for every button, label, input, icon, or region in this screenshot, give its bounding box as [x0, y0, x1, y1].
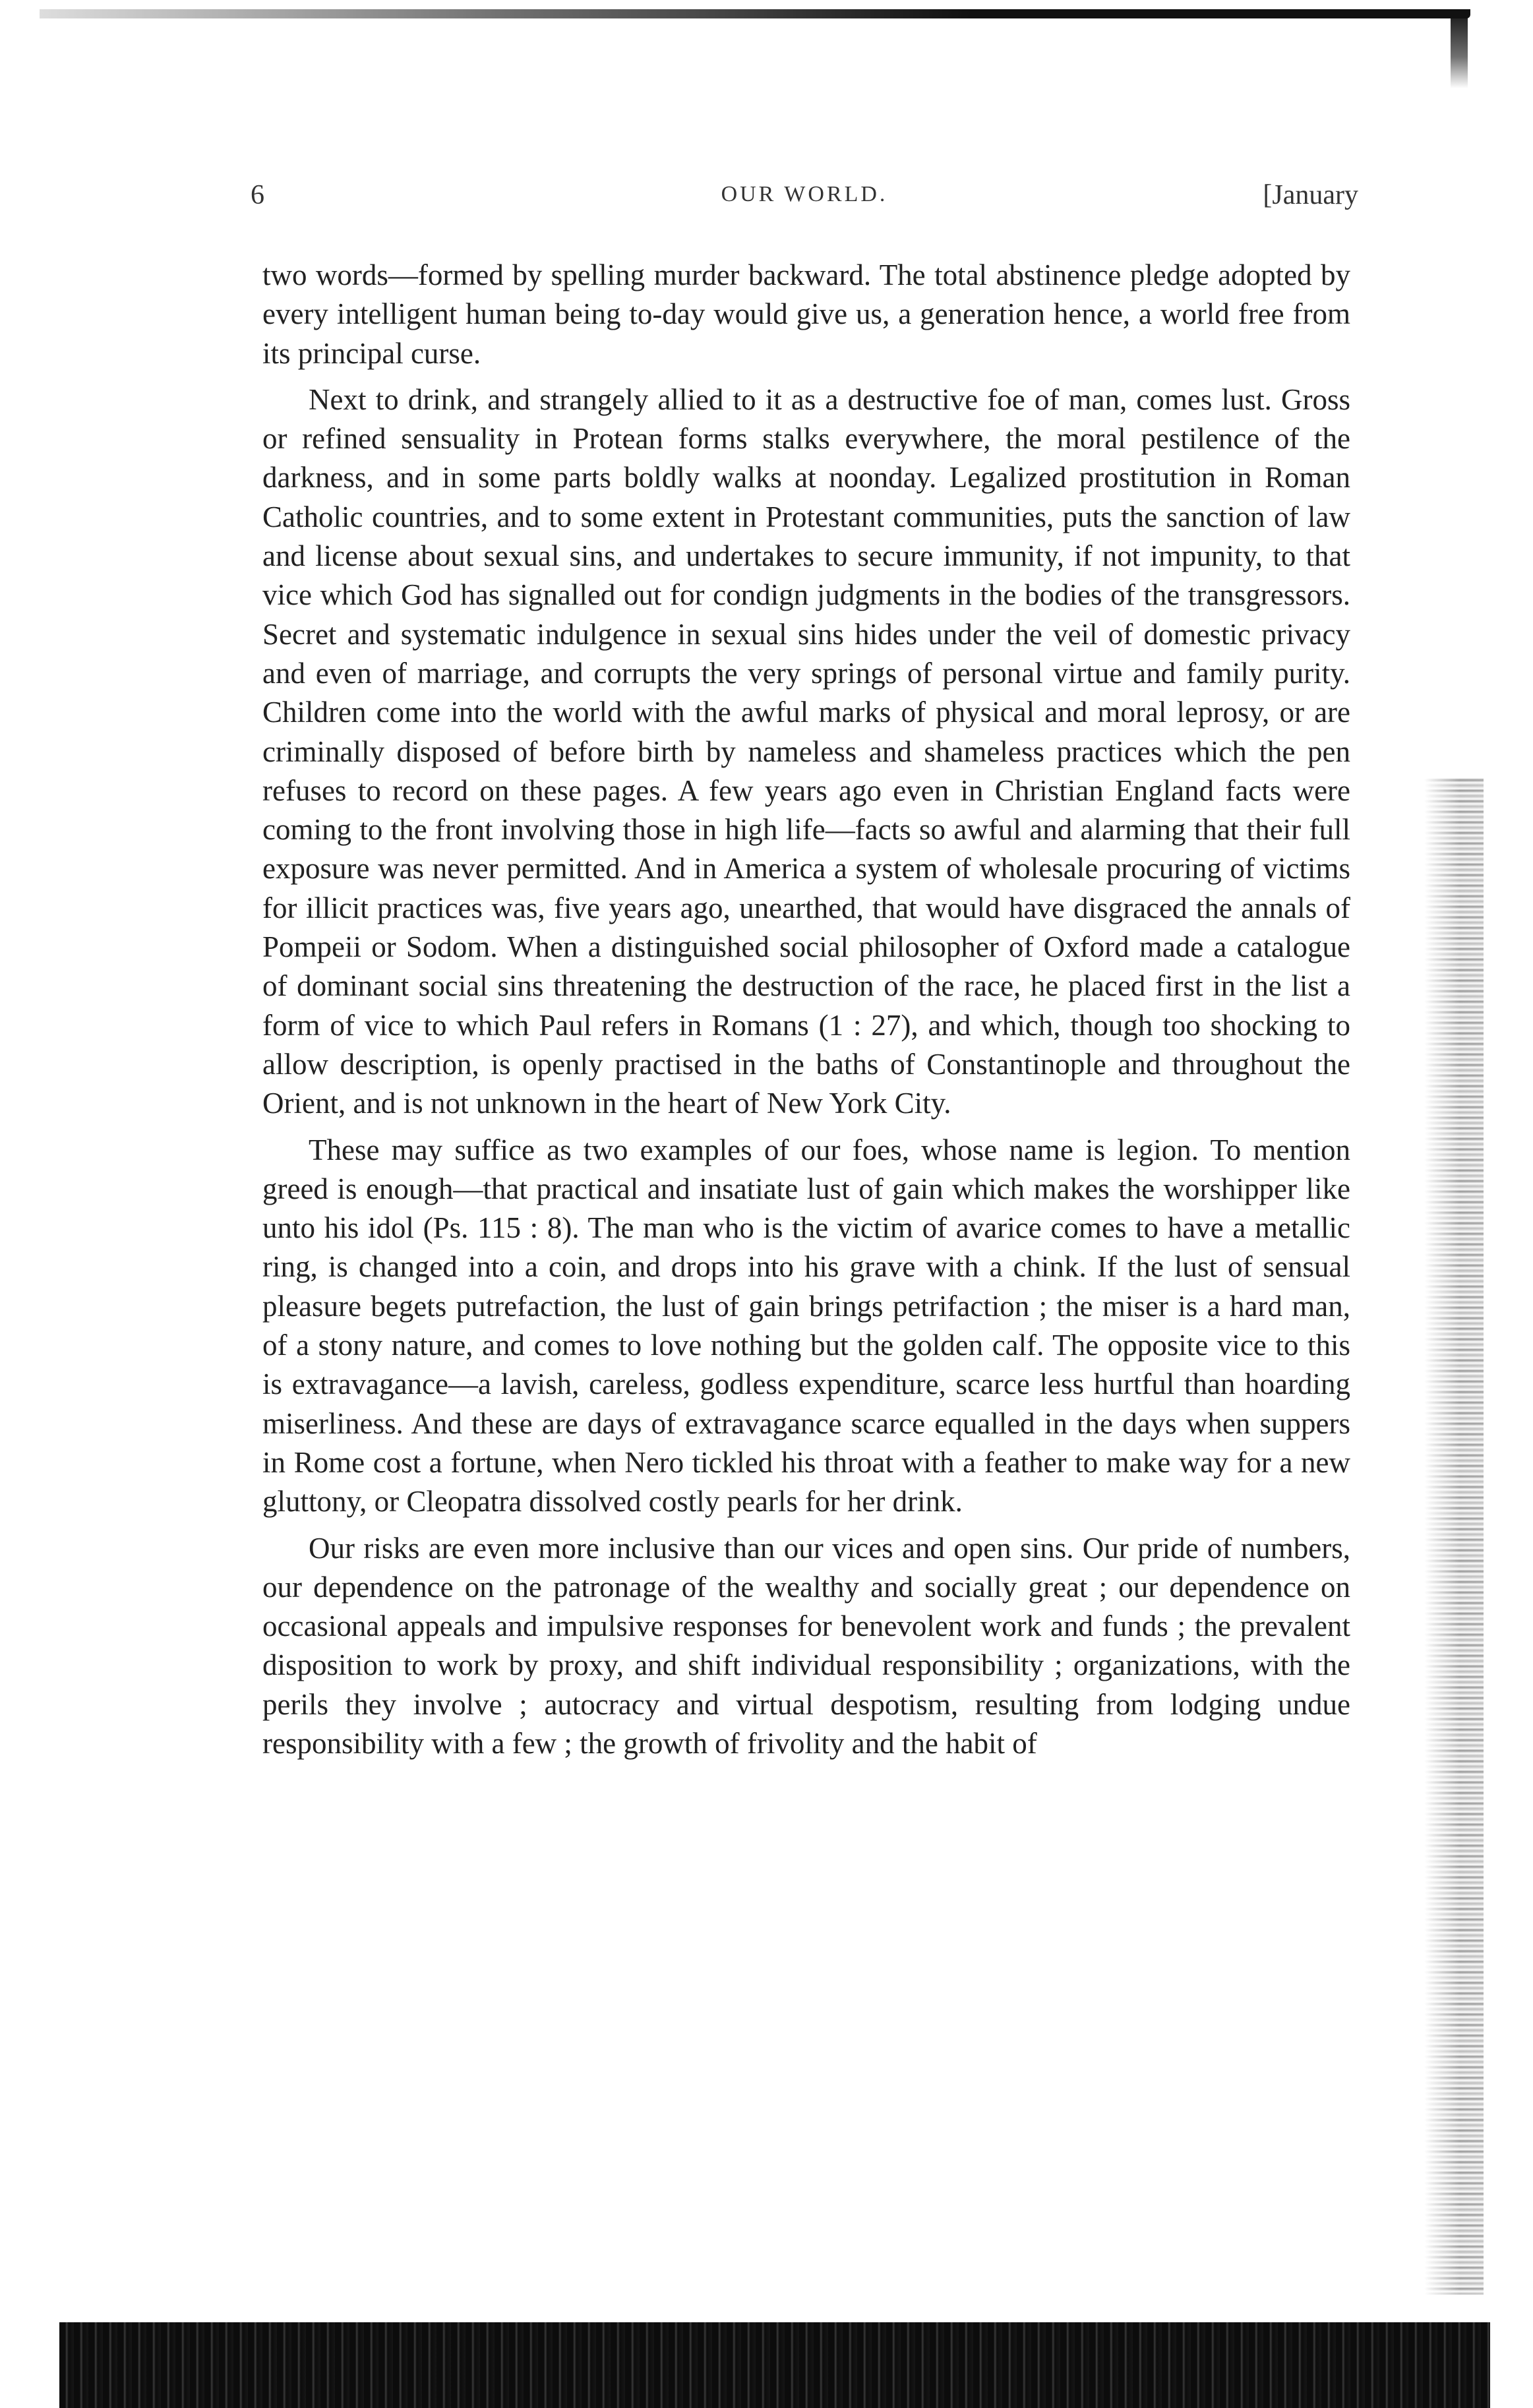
paragraph-greed: These may suffice as two examples of our foes, whose name is legion. To mention greed is enough—that practical and insatiate lust of gain which makes the worshipper like unto his idol (Ps. 115 : 8). The man who is the victim of avarice comes to have a metallic ring, is changed into a coin, and drops into his grave with a chink. If the lust of sensual pleasure begets putrefaction, the lust of gain brings petrifaction ; the miser is a hard man, of a stony nature, and comes to love nothing but the golden calf. The opposite vice to this is extravagance—a lavish, careless, godless expenditure, scarce less hurtful than hoarding miserliness. And these are days of extravagance scarce equalled in the days when suppers in Rome cost a fortune, when Nero tickled his throat with a feather to make way for a new gluttony, or Cleopatra dissolved costly pearls for her drink.: [262, 1133, 1350, 1519]
page-number: 6: [251, 180, 264, 210]
body-text: [262, 256, 1350, 1770]
scan-top-rule: [40, 9, 1470, 18]
scan-page-edge-shadow: [1424, 778, 1484, 2295]
paragraph-lust: Next to drink, and strangely allied to it as a destructive foe of man, comes lust. Gross or refined sensuality in Protean forms stalks everywhere, the moral pestilence of the darkness, and in some parts boldly walks at noonday. Legalized prostitution in Roman Catholic countries, and to some extent in Protestant communities, puts the sanction of law and license about sexual sins, and undertakes to secure immunity, if not impunity, to that vice which God has signalled out for condign judgments in the bodies of the transgressors. Secret and systematic indulgence in sexual sins hides under the veil of domestic privacy and even of marriage, and corrupts the very springs of personal virtue and family purity. Children come into the world with the awful marks of physical and moral leprosy, or are criminally disposed of before birth by nameless and shameless practices which the pen refuses to record on these pages. A few years ago even in Christian England facts were coming to the front involving those in high life—facts so awful and alarming that their full exposure was never permitted. And in America a system of wholesale procuring of victims for illicit practices was, five years ago, unearthed, that would have disgraced the annals of Pompeii or Sodom. When a distinguished social philosopher of Oxford made a catalogue of dominant social sins threatening the destruction of the race, he placed first in the list a form of vice to which Paul refers in Romans (1 : 27), and which, though too shocking to allow description, is openly practised in the baths of Constantinople and throughout the Orient, and is not unknown in the heart of New York City.: [262, 382, 1350, 1120]
running-header: [251, 179, 1358, 226]
paragraph-continuation: two words—formed by spelling murder backward. The total abstinence pledge adopted by every intelligent human being to-day would give us, a generation hence, a world free from its principal curse.: [262, 258, 1350, 370]
running-title: OUR WORLD.: [721, 182, 888, 206]
scan-top-rule-tail: [1451, 9, 1468, 88]
running-month: [January: [1263, 180, 1358, 210]
scan-bottom-band: [59, 2322, 1490, 2408]
paragraph-risks: Our risks are even more inclusive than our vices and open sins. Our pride of numbers, our dependence on the patronage of the wealthy and socially great ; our dependence on occasional appeals and impulsive responses for benevolent work and funds ; the prevalent disposition to work by proxy, and shift individual responsibility ; organizations, with the perils they involve ; autocracy and virtual despotism, resulting from lodging undue responsibility with a few ; the growth of frivolity and the habit of: [262, 1531, 1350, 1760]
